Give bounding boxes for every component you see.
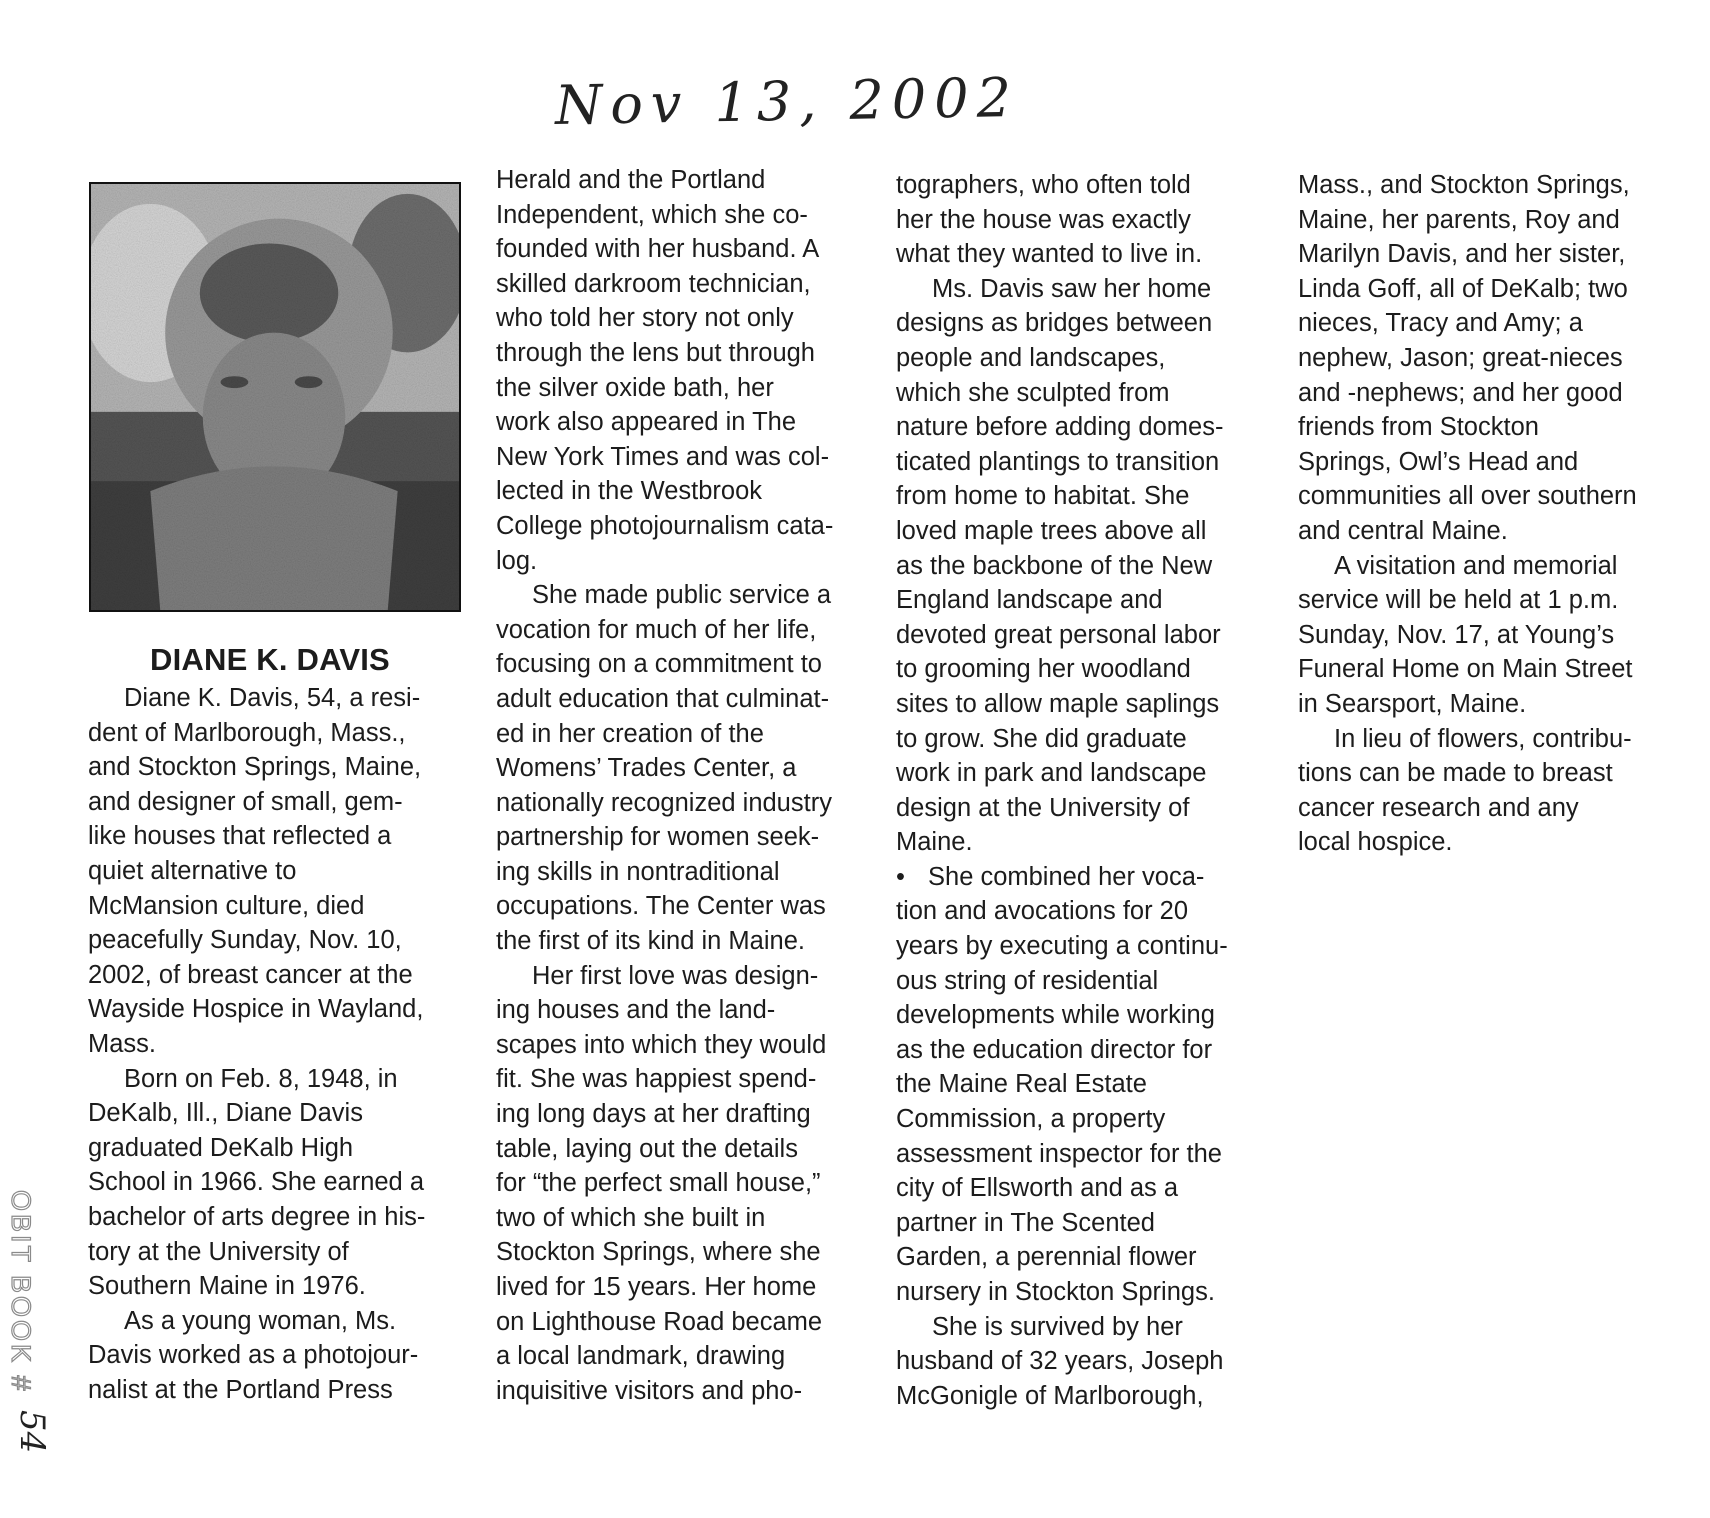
article-text: friends from Stockton: [1298, 413, 1539, 442]
article-text: nursery in Stockton Springs.: [896, 1278, 1215, 1306]
article-text-line: [496, 1062, 833, 1097]
article-text: dent of Marlborough, Mass.,: [88, 718, 406, 747]
article-text: for “the perfect small house,”: [496, 1169, 821, 1198]
article-text-line: [496, 959, 833, 994]
article-text: and designer of small, gem-: [88, 787, 403, 816]
article-text-line: [1298, 618, 1637, 653]
article-text: She made public service a: [532, 581, 832, 610]
article-text-line: [896, 652, 1228, 687]
handwritten-date: Nov 13, 2002: [554, 65, 1020, 138]
article-text: Mass., and Stockton Springs,: [1298, 171, 1630, 199]
article-text: Commission, a property: [896, 1105, 1166, 1134]
article-text-line: [1298, 237, 1637, 272]
article-text: peacefully Sunday, Nov. 10,: [88, 926, 402, 955]
article-text: local hospice.: [1298, 828, 1453, 857]
article-text-line: [1298, 652, 1637, 687]
article-text-line: [496, 647, 833, 682]
article-text: what they wanted to live in.: [896, 240, 1203, 269]
article-text-line: [896, 791, 1228, 826]
article-text-line: [896, 1102, 1228, 1137]
article-text-line: [896, 237, 1228, 272]
article-text-line: [1298, 791, 1637, 826]
photo-bangs: [200, 243, 338, 342]
article-text: As a young woman, Ms.: [124, 1306, 397, 1335]
article-text: tions can be made to breast: [1298, 759, 1613, 788]
article-text-line: [896, 1206, 1228, 1241]
article-text: adult education that culminat-: [496, 684, 830, 713]
article-text: the first of its kind in Maine.: [496, 927, 805, 956]
article-text-line: [88, 1131, 425, 1166]
article-column-2: [496, 163, 833, 1408]
article-text-line: [496, 751, 833, 786]
bullet-icon: •: [896, 862, 905, 891]
article-text: loved maple trees above all: [896, 516, 1207, 545]
article-text: England landscape and: [896, 586, 1163, 615]
article-text-line: [896, 306, 1228, 341]
article-text: as the backbone of the New: [896, 551, 1213, 580]
article-text-line: [88, 1304, 425, 1339]
article-text-line: [496, 1028, 833, 1063]
article-text-line: [88, 958, 425, 993]
article-text-line: [896, 1171, 1228, 1206]
article-text-line: [896, 860, 1228, 895]
article-text: people and landscapes,: [896, 343, 1166, 372]
article-text-line: [88, 819, 425, 854]
article-text: designs as bridges between: [896, 309, 1213, 338]
article-text-line: [896, 1137, 1228, 1172]
article-text: Womens’ Trades Center, a: [496, 754, 797, 783]
article-text: developments while working: [896, 1001, 1215, 1030]
article-text: city of Ellsworth and as a: [896, 1174, 1179, 1203]
article-text-line: [496, 820, 833, 855]
article-text-line: [896, 168, 1228, 203]
article-text-line: [496, 1339, 833, 1374]
article-text: Maine.: [896, 828, 973, 857]
article-text-line: [1298, 825, 1637, 860]
obit-book-stamp: OBIT BOOK #: [6, 1190, 36, 1394]
article-text: Maine, her parents, Roy and: [1298, 205, 1620, 234]
article-text-line: [896, 1275, 1228, 1310]
article-text-line: [896, 825, 1228, 860]
article-text: on Lighthouse Road became: [496, 1307, 823, 1336]
article-text: Linda Goff, all of DeKalb; two: [1298, 274, 1628, 303]
article-text: McMansion culture, died: [88, 891, 365, 920]
article-text: a local landmark, drawing: [496, 1342, 786, 1371]
article-text: ticated plantings to transition: [896, 447, 1220, 476]
article-text-line: [496, 232, 833, 267]
article-text: A visitation and memorial: [1334, 551, 1618, 580]
article-text-line: [1298, 445, 1637, 480]
article-text-line: [88, 1096, 425, 1131]
article-text: quiet alternative to: [88, 856, 297, 885]
article-text-line: [496, 1132, 833, 1167]
article-text: log.: [496, 546, 538, 575]
article-text-line: [88, 716, 425, 751]
article-text: from home to habitat. She: [896, 482, 1190, 511]
article-text: New York Times and was col-: [496, 442, 830, 471]
article-text-line: [496, 301, 833, 336]
article-text-line: [896, 756, 1228, 791]
article-text: table, laying out the details: [496, 1134, 798, 1163]
article-column-3: [896, 168, 1228, 1413]
article-text: which she sculpted from: [896, 378, 1170, 407]
article-text-line: [1298, 722, 1637, 757]
article-text-line: [88, 750, 425, 785]
article-text: her the house was exactly: [896, 205, 1191, 234]
article-text-line: [1298, 756, 1637, 791]
article-text-line: [1298, 583, 1637, 618]
article-text: lected in the Westbrook: [496, 477, 763, 506]
article-text: founded with her husband. A: [496, 235, 820, 264]
article-text-line: [496, 198, 833, 233]
article-text-line: [896, 376, 1228, 411]
article-text-line: [896, 964, 1228, 999]
article-text-line: [88, 923, 425, 958]
article-text-line: [896, 1344, 1228, 1379]
article-text: the silver oxide bath, her: [496, 373, 774, 402]
article-text-line: [88, 681, 425, 716]
article-text: like houses that reflected a: [88, 822, 392, 851]
article-text: and central Maine.: [1298, 516, 1508, 545]
obituary-headline: DIANE K. DAVIS: [150, 642, 390, 677]
portrait-photo-graphic: [91, 184, 459, 610]
article-text: Independent, which she co-: [496, 200, 808, 229]
article-text-line: [496, 1235, 833, 1270]
article-text-line: [1298, 168, 1637, 203]
article-text: Funeral Home on Main Street: [1298, 655, 1633, 684]
article-text: School in 1966. She earned a: [88, 1168, 425, 1197]
article-text-line: [896, 1033, 1228, 1068]
article-text-line: [496, 1097, 833, 1132]
article-text: Davis worked as a photojour-: [88, 1341, 419, 1370]
article-text-line: [496, 544, 833, 579]
article-text: She is survived by her: [932, 1312, 1183, 1341]
article-text: Ms. Davis saw her home: [932, 274, 1212, 303]
article-text-line: [88, 1338, 425, 1373]
article-text-line: [496, 163, 833, 198]
article-text: Her first love was design-: [532, 961, 819, 990]
article-text-line: [896, 894, 1228, 929]
article-text: tory at the University of: [88, 1237, 349, 1266]
article-text-line: [1298, 376, 1637, 411]
article-text: Stockton Springs, where she: [496, 1238, 821, 1267]
article-text-line: [88, 1165, 425, 1200]
article-column-4: [1298, 168, 1637, 860]
article-text: who told her story not only: [496, 304, 794, 333]
article-text: partnership for women seek-: [496, 823, 820, 852]
article-text-line: [88, 1062, 425, 1097]
article-text-line: [1298, 203, 1637, 238]
article-text-line: [496, 1201, 833, 1236]
article-text: Garden, a perennial flower: [896, 1243, 1197, 1272]
article-text-line: [896, 445, 1228, 480]
article-text-line: [88, 1027, 425, 1062]
article-text: In lieu of flowers, contribu-: [1334, 724, 1632, 753]
article-text-line: [1298, 341, 1637, 376]
article-text: and -nephews; and her good: [1298, 378, 1623, 407]
article-text: She combined her voca-: [928, 862, 1205, 891]
article-text: ed in her creation of the: [496, 719, 764, 748]
article-text: nationally recognized industry: [496, 788, 832, 817]
article-text-line: [496, 682, 833, 717]
article-text: 2002, of breast cancer at the: [88, 960, 413, 989]
article-text: Born on Feb. 8, 1948, in: [124, 1064, 398, 1093]
article-text: cancer research and any: [1298, 793, 1579, 822]
article-text: service will be held at 1 p.m.: [1298, 586, 1619, 615]
article-text-line: [1298, 549, 1637, 584]
article-text-line: [896, 1379, 1228, 1414]
article-text: sites to allow maple saplings: [896, 689, 1220, 718]
article-text: tographers, who often told: [896, 171, 1191, 199]
article-text-line: [896, 549, 1228, 584]
article-text: fit. She was happiest spend-: [496, 1065, 817, 1094]
article-text: in Searsport, Maine.: [1298, 689, 1527, 718]
article-text-line: [88, 785, 425, 820]
article-text-line: [896, 722, 1228, 757]
article-text-line: [896, 687, 1228, 722]
article-text: vocation for much of her life,: [496, 615, 817, 644]
article-text-line: [1298, 514, 1637, 549]
article-text: Marilyn Davis, and her sister,: [1298, 240, 1626, 269]
article-text-line: [496, 1305, 833, 1340]
article-text-line: [496, 889, 833, 924]
article-text-line: [496, 578, 833, 613]
article-text: tion and avocations for 20: [896, 897, 1189, 926]
article-text-line: [496, 1374, 833, 1409]
article-text-line: [896, 929, 1228, 964]
article-text-line: [896, 341, 1228, 376]
photo-eye-right: [295, 376, 323, 388]
article-text-line: [496, 855, 833, 890]
article-text: Springs, Owl’s Head and: [1298, 447, 1579, 476]
article-text: nephew, Jason; great-nieces: [1298, 343, 1623, 372]
article-column-1: [88, 681, 425, 1407]
article-text-line: [1298, 687, 1637, 722]
article-text-line: [1298, 272, 1637, 307]
photo-eye-left: [221, 376, 249, 388]
article-text-line: [496, 371, 833, 406]
article-text: Wayside Hospice in Wayland,: [88, 995, 424, 1024]
article-text-line: [496, 474, 833, 509]
article-text-line: [88, 992, 425, 1027]
article-text: graduated DeKalb High: [88, 1133, 354, 1162]
article-text: focusing on a commitment to: [496, 650, 822, 679]
article-text-line: [896, 998, 1228, 1033]
article-text: through the lens but through: [496, 338, 815, 367]
article-text-line: [496, 267, 833, 302]
photo-neck: [150, 466, 397, 610]
article-text: two of which she built in: [496, 1203, 766, 1232]
article-text-line: [1298, 410, 1637, 445]
article-text: design at the University of: [896, 793, 1190, 822]
article-text: to grow. She did graduate: [896, 724, 1187, 753]
article-text-line: [896, 272, 1228, 307]
article-text-line: [496, 440, 833, 475]
article-text: devoted great personal labor: [896, 620, 1221, 649]
article-text: Mass.: [88, 1029, 157, 1058]
article-text-line: [896, 203, 1228, 238]
article-text: bachelor of arts degree in his-: [88, 1202, 426, 1231]
article-text-line: [88, 1235, 425, 1270]
portrait-photo: [89, 182, 461, 612]
article-text-line: [496, 405, 833, 440]
article-text-line: [496, 993, 833, 1028]
article-text-line: [88, 1269, 425, 1304]
article-text-line: [496, 924, 833, 959]
article-text: Sunday, Nov. 17, at Young’s: [1298, 620, 1615, 649]
article-text: and Stockton Springs, Maine,: [88, 753, 422, 782]
article-text: to grooming her woodland: [896, 655, 1191, 684]
article-text-line: [496, 613, 833, 648]
article-text: ing houses and the land-: [496, 996, 776, 1025]
article-text-line: [496, 509, 833, 544]
article-text-line: [896, 1240, 1228, 1275]
article-text: ing skills in nontraditional: [496, 857, 780, 886]
article-text-line: [496, 717, 833, 752]
article-text-line: [1298, 479, 1637, 514]
article-text: work in park and landscape: [896, 759, 1207, 788]
article-text-line: [496, 1270, 833, 1305]
article-text: scapes into which they would: [496, 1030, 827, 1059]
article-text: nalist at the Portland Press: [88, 1375, 393, 1404]
article-text-line: [896, 1310, 1228, 1345]
article-text: ing long days at her drafting: [496, 1100, 811, 1129]
article-text-line: [496, 786, 833, 821]
article-text-line: [496, 336, 833, 371]
article-text: Diane K. Davis, 54, a resi-: [124, 684, 421, 712]
article-text: McGonigle of Marlborough,: [896, 1381, 1204, 1410]
article-text: husband of 32 years, Joseph: [896, 1347, 1224, 1376]
article-text-line: [496, 1166, 833, 1201]
article-text-line: [88, 1200, 425, 1235]
article-text-line: [896, 1067, 1228, 1102]
article-text: nature before adding domes-: [896, 413, 1224, 442]
article-text: nieces, Tracy and Amy; a: [1298, 309, 1583, 338]
article-text: skilled darkroom technician,: [496, 269, 811, 298]
article-text-line: [88, 1373, 425, 1408]
article-text-line: [896, 618, 1228, 653]
article-text-line: [1298, 306, 1637, 341]
article-text: work also appeared in The: [496, 408, 797, 437]
article-text-line: [896, 583, 1228, 618]
article-text: the Maine Real Estate: [896, 1070, 1147, 1099]
article-text: occupations. The Center was: [496, 892, 826, 921]
article-text-line: [896, 514, 1228, 549]
article-text: lived for 15 years. Her home: [496, 1273, 817, 1301]
article-text: assessment inspector for the: [896, 1139, 1222, 1168]
article-text-line: [88, 889, 425, 924]
article-text-line: [896, 410, 1228, 445]
obit-book-number: 54: [12, 1410, 52, 1454]
article-text: communities all over southern: [1298, 482, 1637, 511]
article-text: College photojournalism cata-: [496, 511, 834, 540]
article-text: ous string of residential: [896, 966, 1159, 995]
article-text: Southern Maine in 1976.: [88, 1272, 366, 1301]
article-text: years by executing a continu-: [896, 932, 1228, 961]
article-text: inquisitive visitors and pho-: [496, 1376, 803, 1405]
article-text: partner in The Scented: [896, 1208, 1155, 1237]
article-text-line: [88, 854, 425, 889]
article-text: as the education director for: [896, 1035, 1213, 1064]
article-text: DeKalb, Ill., Diane Davis: [88, 1099, 363, 1128]
article-text: Herald and the Portland: [496, 166, 766, 194]
article-text-line: [896, 479, 1228, 514]
